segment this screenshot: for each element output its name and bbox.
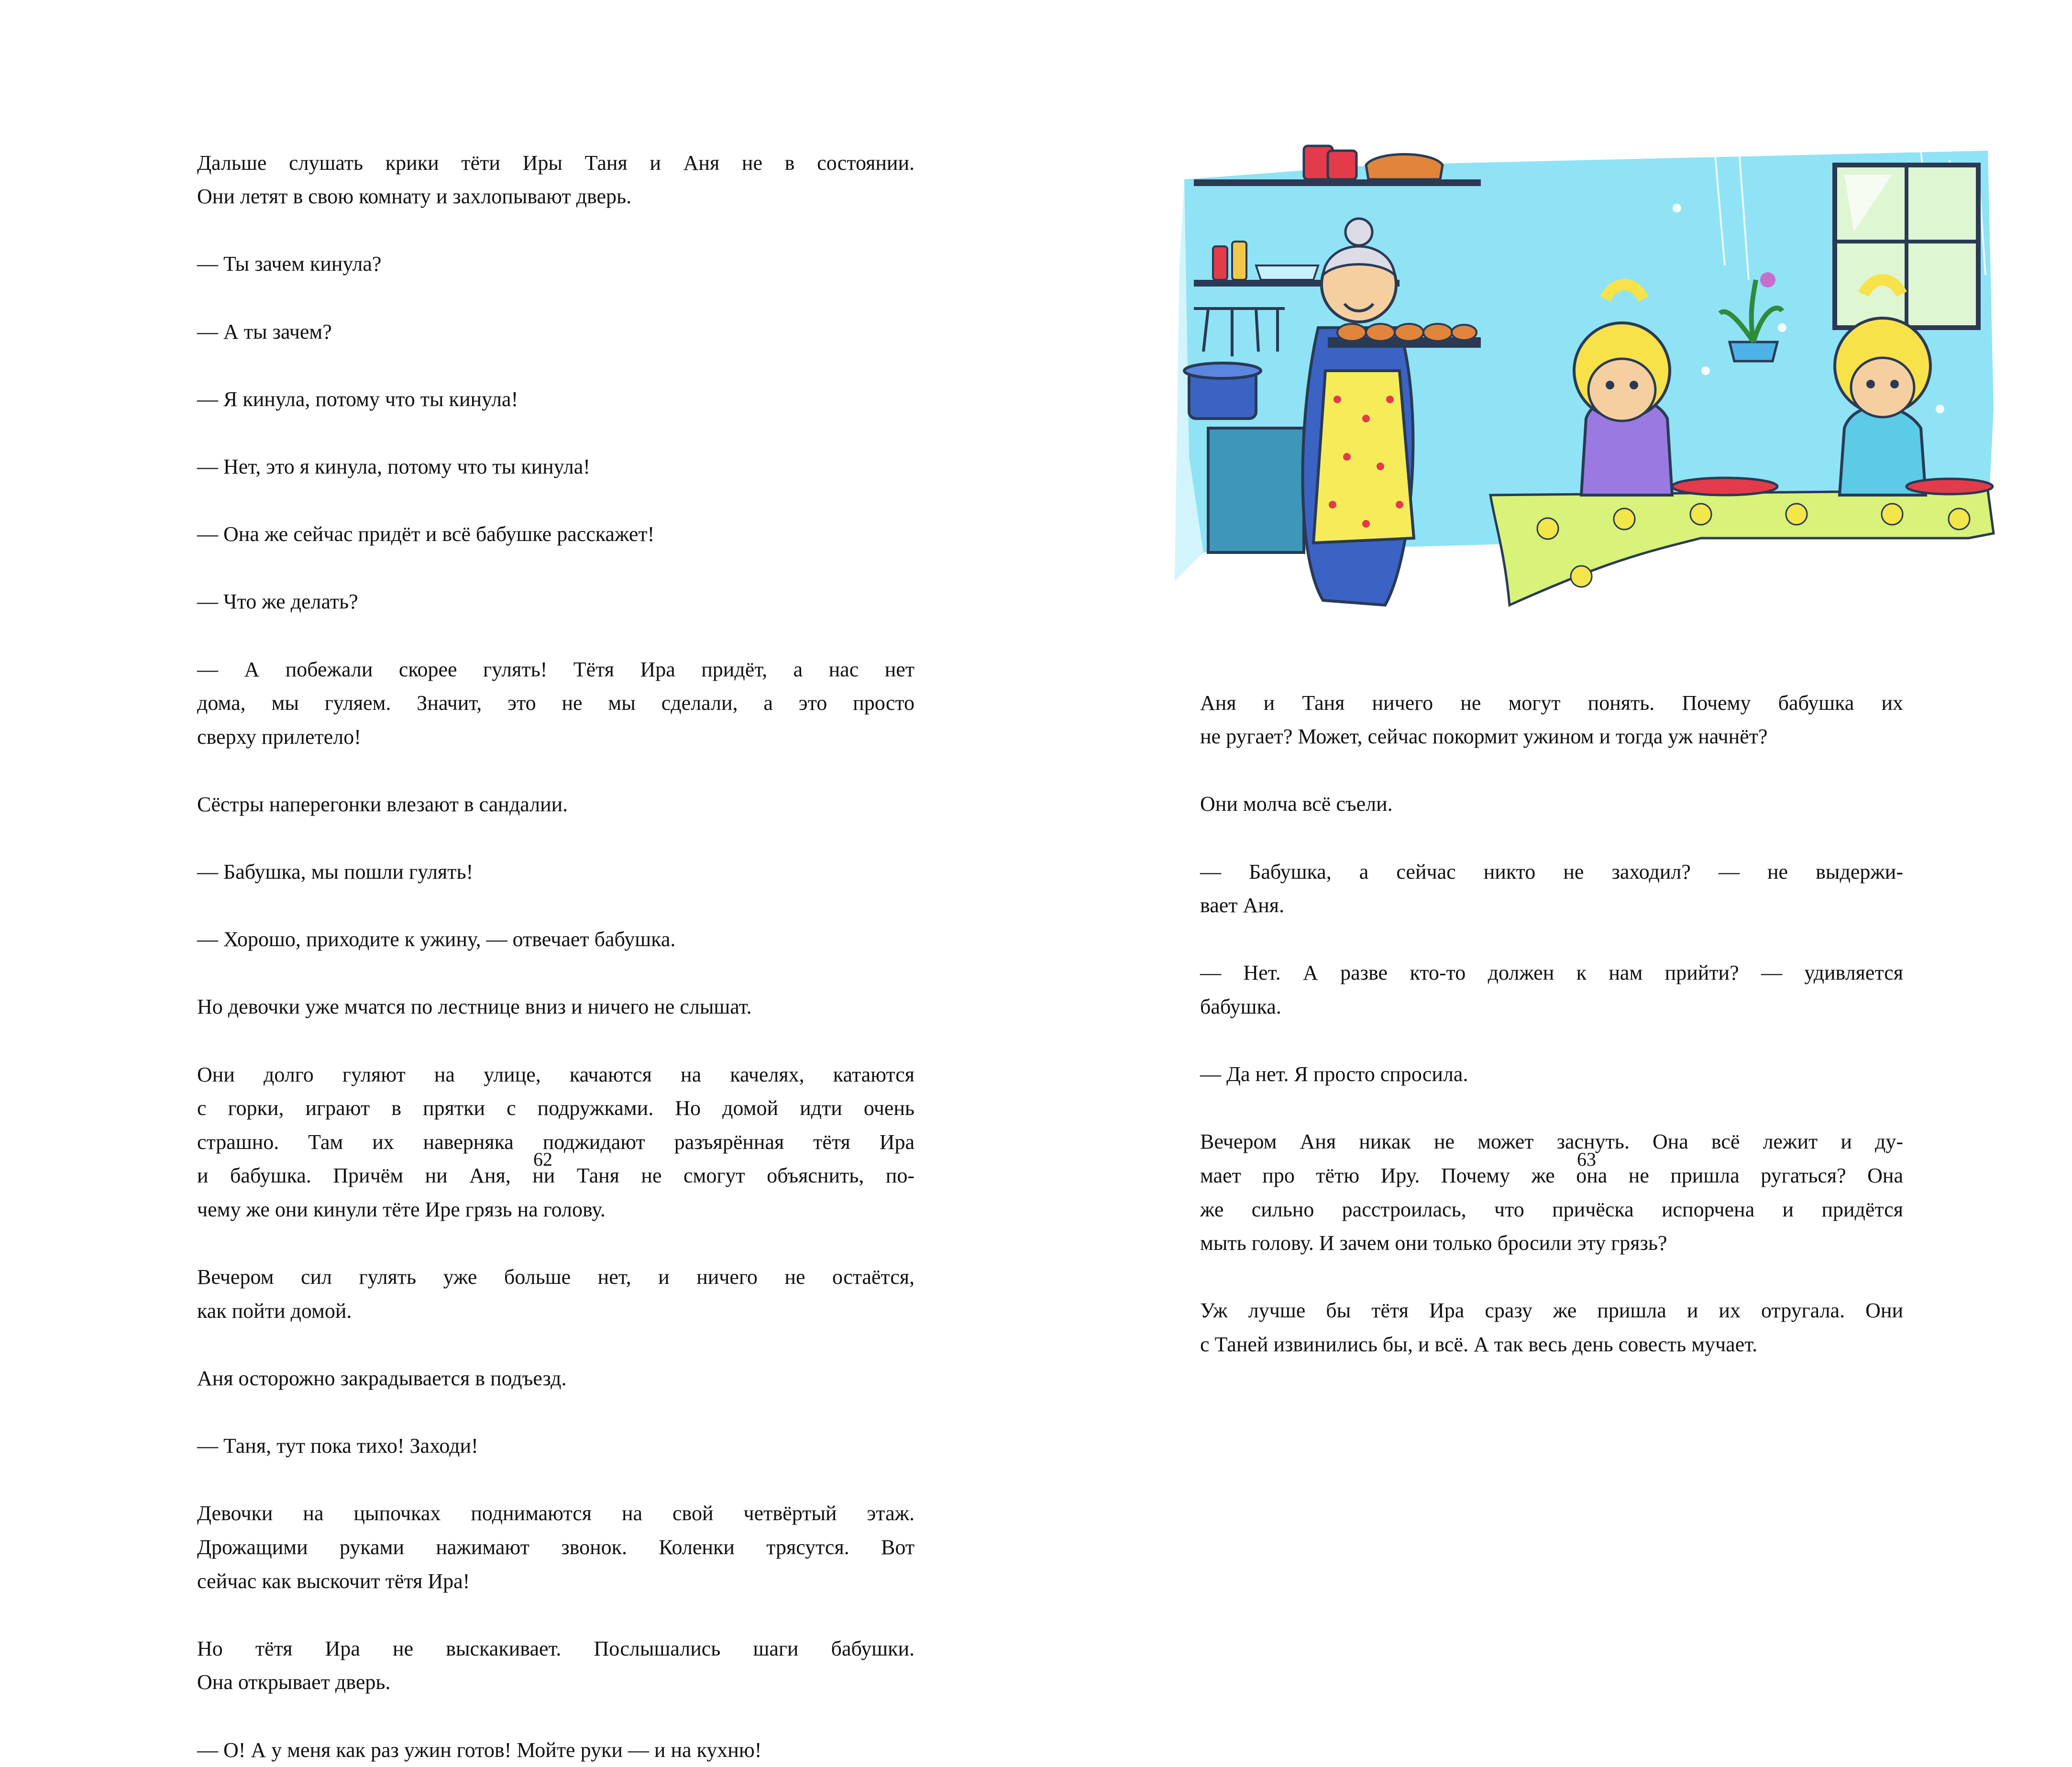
left-page xyxy=(0,0,1036,1261)
page-number-right: 63 xyxy=(1539,1148,1634,1171)
text-line: сверху прилетело! xyxy=(197,720,915,754)
text-line: с Таней извинились бы, и всё. А так весь день совесть мучает. xyxy=(1200,1328,1903,1362)
apron xyxy=(1313,371,1414,543)
paragraph xyxy=(197,281,915,349)
text-line: — Бабушка, мы пошли гулять! xyxy=(197,855,915,889)
text-line: Они молча всё съели. xyxy=(1200,787,1903,821)
text-line: Вечером Аня никак не может заснуть. Она всё лежит и ду- xyxy=(1200,1125,1903,1159)
kitchen-illustration xyxy=(1175,122,1997,615)
tablecloth xyxy=(1490,490,1994,605)
paragraph xyxy=(1200,821,1903,923)
paragraph xyxy=(197,619,915,754)
paragraph xyxy=(1200,1260,1903,1362)
paragraph xyxy=(197,1024,915,1227)
paragraph xyxy=(197,214,915,281)
text-line: с горки, играют в прятки с подружками. Но домой идти очень xyxy=(197,1092,915,1126)
stove xyxy=(1208,428,1304,552)
paragraph xyxy=(197,1700,915,1767)
text-line: Вечером сил гулять уже больше нет, и ничего не остаётся, xyxy=(197,1260,915,1294)
text-line: — Да нет. Я просто спросила. xyxy=(1200,1058,1903,1092)
text-line: и бабушка. Причём ни Аня, ни Таня не смогут объяснить, по- xyxy=(197,1159,915,1193)
paragraph xyxy=(1200,1092,1903,1260)
text-line: как пойти домой. xyxy=(197,1294,915,1328)
text-line: чему же они кинули тёте Ире грязь на голову. xyxy=(197,1193,915,1227)
paragraph xyxy=(197,1463,915,1598)
text-line: Уж лучше бы тётя Ира сразу же пришла и их отругала. Они xyxy=(1200,1294,1903,1328)
text-line: Аня и Таня ничего не могут понять. Почему бабушка их xyxy=(1200,686,1903,720)
text-line: — Что же делать? xyxy=(197,585,915,619)
text-line: же сильно расстроилась, что причёска испорчена и придётся xyxy=(1200,1193,1903,1227)
text-line: — Я кинула, потому что ты кинула! xyxy=(197,383,915,417)
text-line: — А побежали скорее гулять! Тётя Ира придёт, а нас нет xyxy=(197,653,915,687)
paragraph xyxy=(197,1598,915,1700)
text-line: — Хорошо, приходите к ужину, — отвечает бабушка. xyxy=(197,923,915,957)
text-line: сейчас как выскочит тётя Ира! xyxy=(197,1565,915,1599)
right-page xyxy=(1036,0,2072,1261)
paragraph xyxy=(197,484,915,552)
text-line: — Ты зачем кинула? xyxy=(197,247,915,281)
text-line: мыть голову. И зачем они только бросили эту грязь? xyxy=(1200,1226,1903,1260)
paragraph xyxy=(197,889,915,957)
page-number-left: 62 xyxy=(495,1148,591,1171)
text-line: мает про тётю Иру. Почему же она не пришла ругаться? Она xyxy=(1200,1159,1903,1193)
text-line: — Таня, тут пока тихо! Заходи! xyxy=(197,1429,915,1463)
text-line: Дрожащими руками нажимают звонок. Коленки трясутся. Вот xyxy=(197,1531,915,1565)
text-line: Они долго гуляют на улице, качаются на качелях, катаются xyxy=(197,1058,915,1092)
paragraph xyxy=(1200,923,1903,1024)
text-line: — О! А у меня как раз ужин готов! Мойте руки — и на кухню! xyxy=(197,1734,915,1767)
text-line: Она открывает дверь. xyxy=(197,1666,915,1700)
text-line: не ругает? Может, сейчас покормит ужином и тогда уж начнёт? xyxy=(1200,720,1903,754)
text-line: — Нет, это я кинула, потому что ты кинула! xyxy=(197,450,915,484)
text-line: Дальше слушать крики тёти Иры Таня и Аня не в состоянии. xyxy=(197,146,915,180)
paragraph xyxy=(1200,652,1903,754)
text-line: Они летят в свою комнату и захлопывают дверь. xyxy=(197,180,915,214)
paragraph xyxy=(197,112,915,214)
paragraph xyxy=(197,349,915,416)
paragraph xyxy=(197,416,915,484)
text-line: Сёстры наперегонки влезают в сандалии. xyxy=(197,788,915,822)
paragraph xyxy=(197,754,915,821)
paragraph xyxy=(197,1396,915,1463)
paragraph xyxy=(1200,754,1903,821)
right-page-text xyxy=(1200,652,1903,1361)
text-line: — Она же сейчас придёт и всё бабушке расскажет! xyxy=(197,518,915,552)
text-line: дома, мы гуляем. Значит, это не мы сделали, а это просто xyxy=(197,686,915,720)
paragraph xyxy=(197,957,915,1024)
text-line: Девочки на цыпочках поднимаются на свой четвёртый этаж. xyxy=(197,1497,915,1531)
text-line: Но тётя Ира не выскакивает. Послышались шаги бабушки. xyxy=(197,1632,915,1666)
paragraph xyxy=(197,821,915,889)
text-line: Аня осторожно закрадывается в подъезд. xyxy=(197,1362,915,1396)
cooking-pot xyxy=(1184,363,1261,419)
paragraph xyxy=(197,552,915,619)
text-line: бабушка. xyxy=(1200,990,1903,1024)
paragraph xyxy=(1200,1024,1903,1092)
paragraph xyxy=(197,1227,915,1328)
text-line: страшно. Там их наверняка поджидают разъярённая тётя Ира xyxy=(197,1126,915,1160)
text-line: — А ты зачем? xyxy=(197,315,915,349)
text-line: вает Аня. xyxy=(1200,889,1903,923)
text-line: — Бабушка, а сейчас никто не заходил? — не выдержи- xyxy=(1200,855,1903,889)
paragraph xyxy=(197,1328,915,1395)
left-page-text xyxy=(197,112,915,1767)
text-line: — Нет. А разве кто-то должен к нам прийти? — удивляется xyxy=(1200,956,1903,990)
jars-on-shelf xyxy=(1304,146,1443,179)
text-line: Но девочки уже мчатся по лестнице вниз и ничего не слышат. xyxy=(197,990,915,1024)
